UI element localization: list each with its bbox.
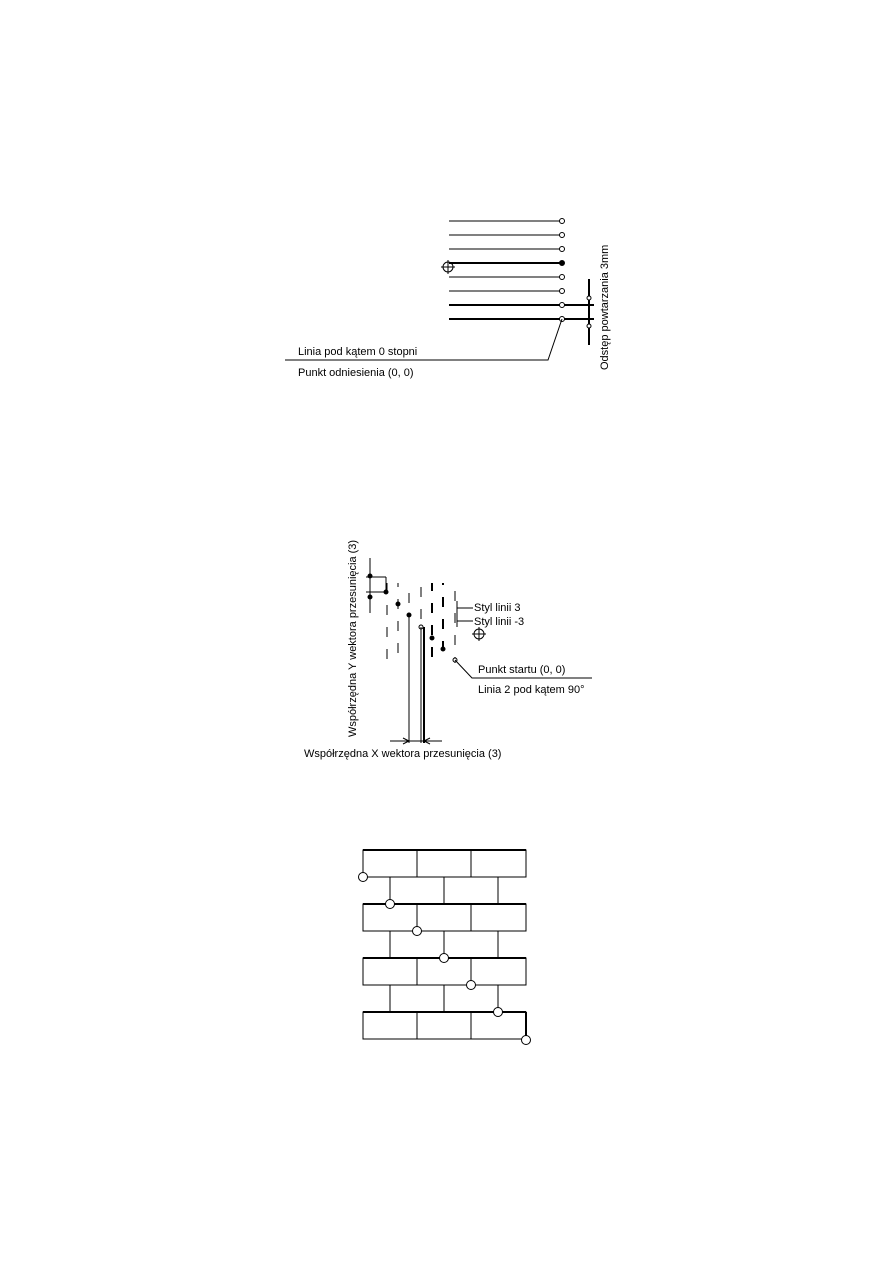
origin-circle <box>522 1036 531 1045</box>
hatch-lines <box>449 221 594 319</box>
start-marker <box>430 636 434 640</box>
end-marker <box>560 275 565 280</box>
end-marker <box>560 303 565 308</box>
figure-brick-pattern <box>359 850 531 1045</box>
end-marker <box>560 289 565 294</box>
origin-circle <box>440 954 449 963</box>
end-marker <box>560 261 565 266</box>
end-marker <box>560 247 565 252</box>
label-angle: Linia pod kątem 0 stopni <box>298 346 418 358</box>
label-origin: Punkt odniesienia (0, 0) <box>298 367 414 379</box>
label-style-neg: Styl linii -3 <box>474 616 525 628</box>
origin-circle <box>386 900 395 909</box>
figure-dashed-lines-90deg <box>304 540 592 760</box>
start-marker <box>396 602 400 606</box>
brick-row <box>363 850 526 877</box>
line-end-markers <box>560 219 565 322</box>
column-start-markers <box>396 602 457 662</box>
y-vector-dimension <box>366 558 388 613</box>
brick-joints <box>390 985 498 1012</box>
crosshair-icon <box>472 627 486 641</box>
end-marker <box>560 219 565 224</box>
end-marker <box>560 233 565 238</box>
label-style-pos: Styl linii 3 <box>474 602 521 614</box>
label-x-vector: Współrzędna X wektora przesunięcia (3) <box>304 748 502 760</box>
origin-circle <box>359 873 368 882</box>
origin-circle <box>467 981 476 990</box>
label-spacing: Odstęp powtarzania 3mm <box>599 244 611 370</box>
label-line2: Linia 2 pod kątem 90° <box>478 684 585 696</box>
label-y-vector: Współrzędna Y wektora przesunięcia (3) <box>347 539 359 737</box>
figure-hatch-lines-0deg <box>285 219 611 380</box>
start-marker <box>441 647 445 651</box>
brick-joints <box>390 877 498 904</box>
spacing-dimension <box>587 279 591 345</box>
origin-circle <box>494 1008 503 1017</box>
x-vector-dimension <box>390 615 442 744</box>
brick-row <box>363 1012 526 1039</box>
origin-circle <box>413 927 422 936</box>
label-start: Punkt startu (0, 0) <box>478 664 566 676</box>
style-label-leaders <box>457 601 473 627</box>
